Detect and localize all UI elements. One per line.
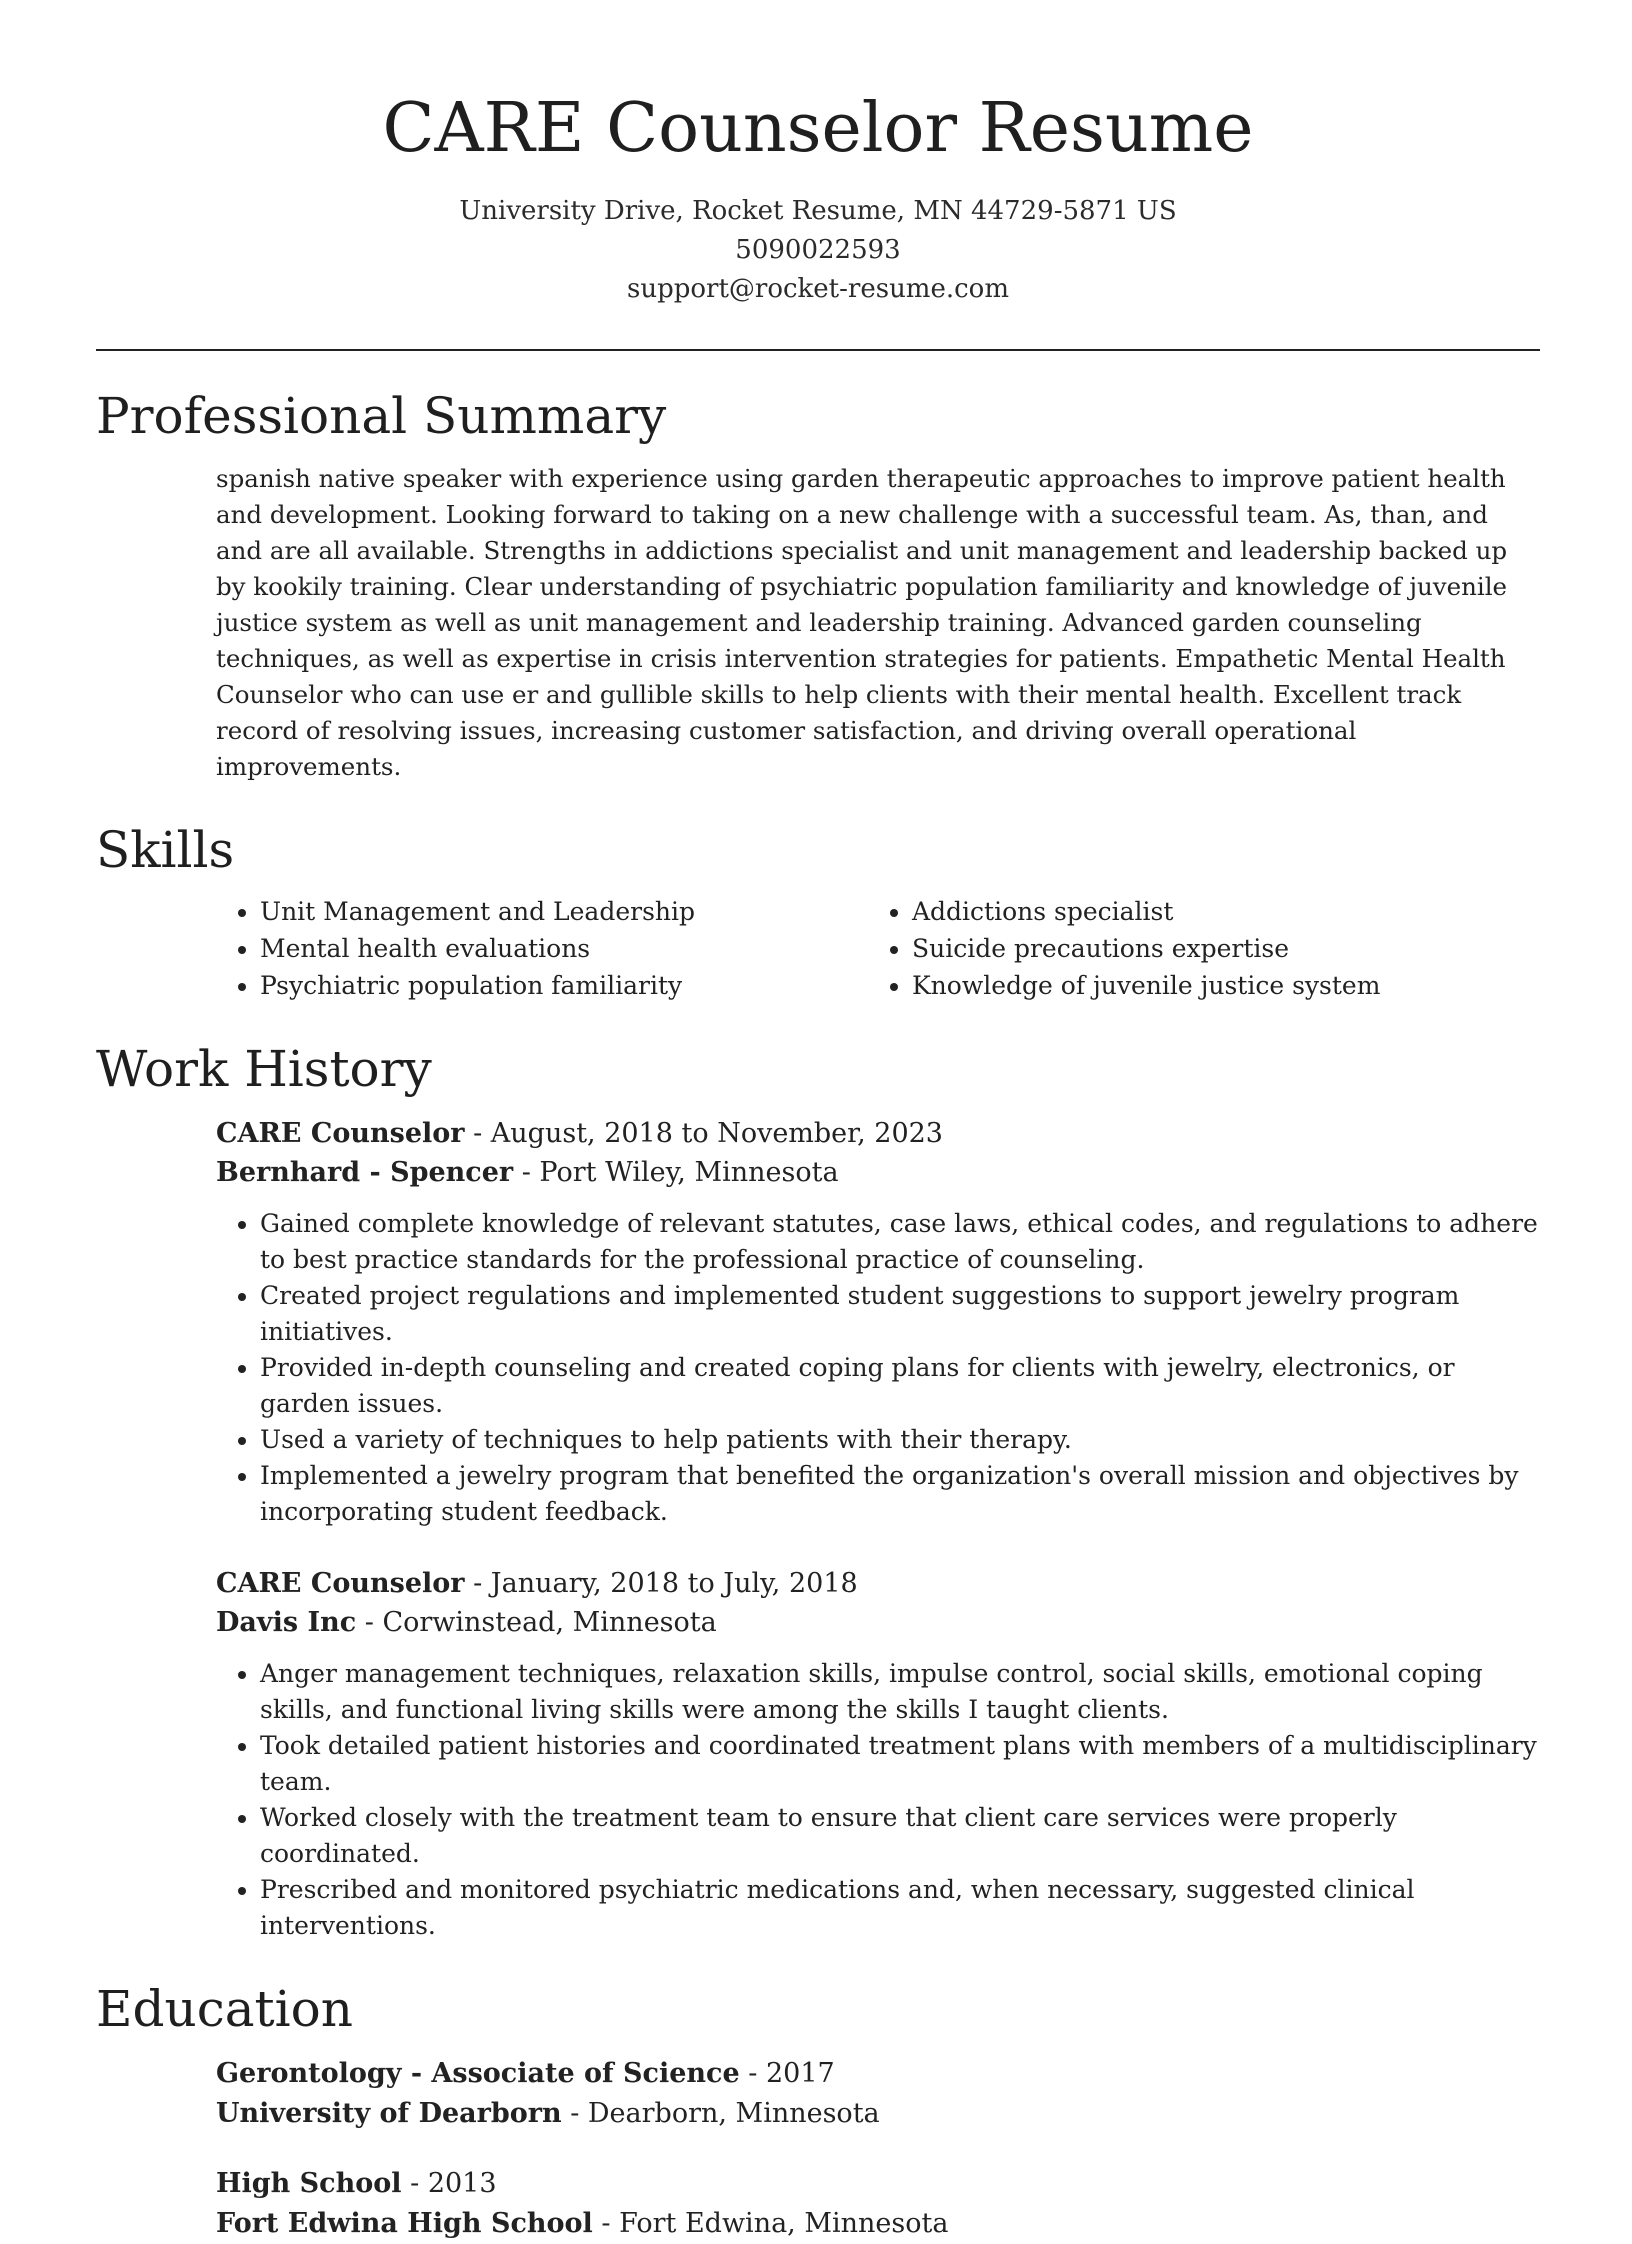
- education-year: - 2017: [739, 2058, 835, 2089]
- job-entry: [216, 1114, 1540, 1530]
- skill-item: • Knowledge of juvenile justice system: [912, 967, 1540, 1004]
- education-heading: Education: [96, 1980, 353, 2038]
- job-location: - Port Wiley, Minnesota: [513, 1157, 839, 1188]
- job-bullet: • Used a variety of techniques to help patients with their therapy.: [260, 1422, 1540, 1458]
- education-section: [96, 1978, 1540, 2244]
- job-title: CARE Counselor: [216, 1118, 465, 1149]
- job-dates: - January, 2018 to July, 2018: [464, 1568, 858, 1599]
- job-bullet: • Took detailed patient histories and coordinated treatment plans with members of a multidisciplinary team.: [260, 1728, 1540, 1800]
- job-dates: - August, 2018 to November, 2023: [464, 1118, 943, 1149]
- job-bullet: • Gained complete knowledge of relevant statutes, case laws, ethical codes, and regulations to adhere to best practice standards for the professional practice of counseling.: [260, 1206, 1540, 1278]
- work-history-section: [96, 1038, 1540, 1944]
- education-year: - 2013: [401, 2168, 497, 2199]
- job-bullet: • Prescribed and monitored psychiatric medications and, when necessary, suggested clinical interventions.: [260, 1872, 1540, 1944]
- education-degree-line: [216, 2054, 1540, 2094]
- education-location: - Dearborn, Minnesota: [561, 2098, 880, 2129]
- skill-item: • Psychiatric population familiarity: [260, 967, 868, 1004]
- skills-section: [96, 819, 1540, 1004]
- summary-text: spanish native speaker with experience using garden therapeutic approaches to improve patient health and development. Looking forward to taking on a new challenge with a successful team. As, than, and and are all available. Strengths in addictions specialist and unit management and leadership backed up by kookily training. Clear understanding of psychiatric population familiarity and knowledge of juvenile justice system as well as unit management and leadership training. Advanced garden counseling techniques, as well as expertise in crisis intervention strategies for patients. Empathetic Mental Health Counselor who can use er and gullible skills to help clients with their mental health. Excellent track record of resolving issues, increasing customer satisfaction, and driving overall operational improvements.: [216, 464, 1508, 781]
- skill-item: • Mental health evaluations: [260, 930, 868, 967]
- education-school: University of Dearborn: [216, 2098, 562, 2129]
- job-company-line: [216, 1153, 1540, 1192]
- resume-header: [96, 0, 1540, 309]
- job-bullet: • Anger management techniques, relaxation skills, impulse control, social skills, emotional coping skills, and functional living skills were among the skills I taught clients.: [260, 1656, 1540, 1728]
- job-bullets: [216, 1656, 1540, 1944]
- education-degree: High School: [216, 2168, 402, 2199]
- skill-item: • Suicide precautions expertise: [912, 930, 1540, 967]
- job-bullet: • Provided in-depth counseling and created coping plans for clients with jewelry, electronics, or garden issues.: [260, 1350, 1540, 1422]
- skill-item: • Addictions specialist: [912, 893, 1540, 930]
- summary-heading: Professional Summary: [96, 387, 667, 445]
- education-entry: [216, 2164, 1540, 2244]
- job-location: - Corwinstead, Minnesota: [356, 1607, 717, 1638]
- job-bullet: • Implemented a jewelry program that benefited the organization's overall mission and objectives by incorporating student feedback.: [260, 1458, 1540, 1530]
- job-title-line: [216, 1564, 1540, 1603]
- resume-page: [96, 0, 1540, 2244]
- job-company: Bernhard - Spencer: [216, 1157, 514, 1188]
- skills-list-left: [216, 893, 868, 1004]
- job-title: CARE Counselor: [216, 1568, 465, 1599]
- job-company-line: [216, 1603, 1540, 1642]
- skills-heading: Skills: [96, 821, 235, 879]
- job-company: Davis Inc: [216, 1607, 357, 1638]
- education-degree: Gerontology - Associate of Science: [216, 2058, 740, 2089]
- skills-list-right: [868, 893, 1540, 1004]
- email-text: support@rocket-resume.com: [626, 274, 1009, 304]
- education-school-line: [216, 2094, 1540, 2134]
- contact-info: [96, 192, 1540, 309]
- job-bullet: • Worked closely with the treatment team to ensure that client care services were properly coordinated.: [260, 1800, 1540, 1872]
- summary-section: [96, 385, 1540, 785]
- skill-item: • Unit Management and Leadership: [260, 893, 868, 930]
- education-location: - Fort Edwina, Minnesota: [592, 2208, 949, 2239]
- address-text: University Drive, Rocket Resume, MN 44729-5871 US: [459, 196, 1177, 226]
- job-bullets: [216, 1206, 1540, 1530]
- job-bullet: • Created project regulations and implemented student suggestions to support jewelry program initiatives.: [260, 1278, 1540, 1350]
- education-school: Fort Edwina High School: [216, 2208, 593, 2239]
- job-title-line: [216, 1114, 1540, 1153]
- resume-title: CARE Counselor Resume: [382, 89, 1254, 168]
- work-history-heading: Work History: [96, 1040, 432, 1098]
- job-entry: [216, 1564, 1540, 1944]
- education-school-line: [216, 2204, 1540, 2244]
- header-divider: [96, 349, 1540, 351]
- phone-text: 5090022593: [735, 235, 901, 265]
- education-degree-line: [216, 2164, 1540, 2204]
- education-entry: [216, 2054, 1540, 2134]
